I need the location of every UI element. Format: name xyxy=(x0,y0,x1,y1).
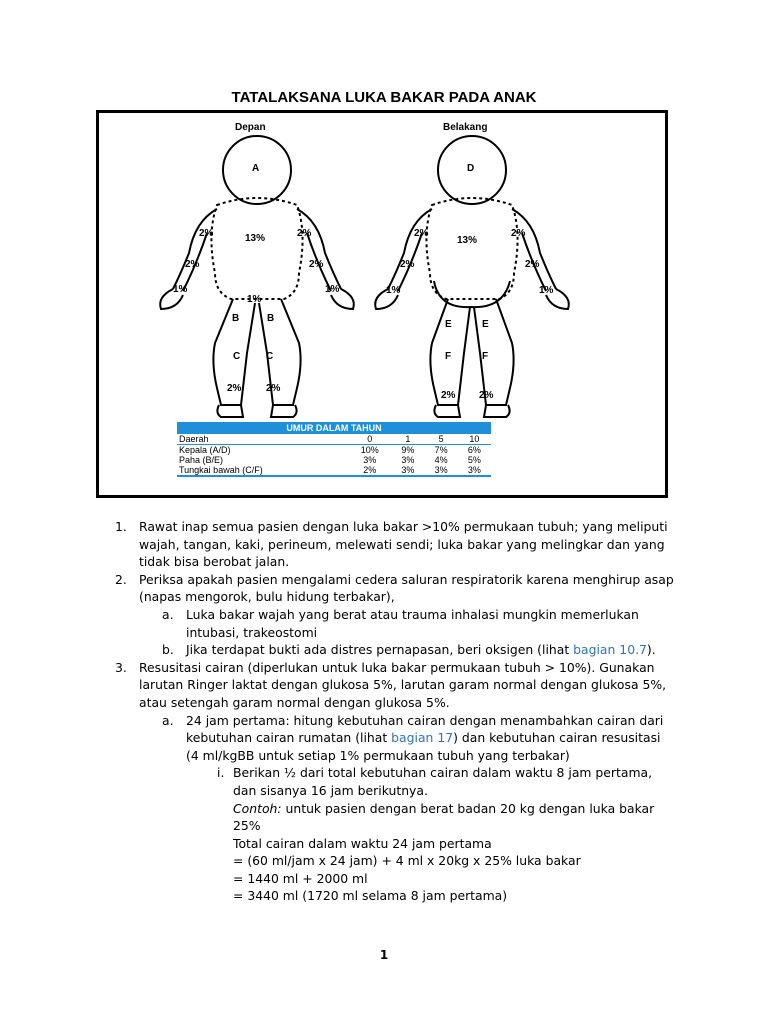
list-item xyxy=(115,712,675,765)
table-cell: 3% xyxy=(363,455,377,465)
list-marker: a. xyxy=(162,712,174,728)
list-marker: 3. xyxy=(115,659,127,675)
front-thigh-left-label: B xyxy=(232,313,240,324)
front-foot-left xyxy=(217,405,243,417)
front-thigh-right-label: B xyxy=(267,313,275,324)
front-foot-right-label: 2% xyxy=(266,383,281,394)
back-arm-right xyxy=(512,209,556,291)
table-cell: 10% xyxy=(360,445,379,455)
front-forearm-left-label: 2% xyxy=(185,259,200,270)
back-arm-left xyxy=(388,209,432,291)
table-header-cell: 10 xyxy=(458,434,491,445)
list-item xyxy=(115,606,675,641)
page-number: 1 xyxy=(379,948,389,962)
table-cell: 4% xyxy=(434,455,448,465)
front-hand-right-label: 1% xyxy=(325,284,340,295)
calc-line: Total cairan dalam waktu 24 jam pertama xyxy=(233,835,492,851)
list-item-text: 24 jam pertama: hitung kebutuhan cairan dengan menambahkan cairan dari kebutuhan cairan rumatan (lihat xyxy=(186,712,664,746)
front-arm-left-label: 2% xyxy=(199,228,214,239)
table-cell: Kepala (A/D) xyxy=(179,445,231,455)
back-trunk-label: 13% xyxy=(457,235,478,246)
table-cell: 3% xyxy=(401,455,415,465)
calc-line: = (60 ml/jam x 24 jam) + 4 ml x 20kg x 25% luka bakar xyxy=(233,853,581,869)
back-head-label: D xyxy=(467,163,475,174)
list-marker: 1. xyxy=(115,519,127,534)
list-item-text: Periksa apakah pasien mengalami cedera saluran respiratorik karena menghirup asap (napas mengorok, bulu hidung terbakar), xyxy=(139,571,674,605)
table-cell: 3% xyxy=(458,465,491,476)
table-cell: 6% xyxy=(467,445,481,455)
burn-chart-figure xyxy=(96,110,668,498)
example-line xyxy=(233,800,675,835)
list-item-text: Jika terdapat bukti ada distres pernapasan, beri oksigen (lihat xyxy=(186,642,574,658)
calc-line: = 3440 ml (1720 ml selama 8 jam pertama) xyxy=(233,888,508,904)
back-foot-right xyxy=(484,405,510,417)
front-foot-left-label: 2% xyxy=(227,383,242,394)
calc-line: = 1440 ml + 2000 ml xyxy=(233,870,368,886)
section-link[interactable]: bagian 10.7 xyxy=(573,642,647,658)
table-cell: 9% xyxy=(401,445,415,455)
age-percentage-table xyxy=(177,422,491,477)
table-row xyxy=(177,455,491,465)
front-arm-left xyxy=(173,209,217,291)
table-row xyxy=(177,465,491,476)
list-item xyxy=(115,641,675,659)
table-header-cell: 1 xyxy=(391,434,424,445)
list-item-text: Berikan ½ dari total kebutuhan cairan dalam waktu 8 jam pertama, dan sisanya 16 jam berikutnya. xyxy=(233,765,653,798)
list-item-text: Luka bakar wajah yang berat atau trauma inhalasi mungkin memerlukan intubasi, trakeostomi xyxy=(186,606,639,640)
front-leg-right-label: C xyxy=(266,351,274,362)
list-item xyxy=(115,518,675,571)
back-forearm-left-label: 2% xyxy=(400,259,415,270)
back-foot-left-label: 2% xyxy=(441,390,456,401)
back-foot-left xyxy=(434,405,460,417)
back-torso xyxy=(426,198,517,299)
table-cell: 2% xyxy=(348,465,391,476)
front-head-label: A xyxy=(252,163,260,174)
list-item xyxy=(115,659,675,712)
list-marker: a. xyxy=(162,606,174,622)
table-cell: 3% xyxy=(425,465,458,476)
back-forearm-right-label: 2% xyxy=(525,259,540,270)
front-leg-left-label: C xyxy=(233,351,241,362)
front-foot-right xyxy=(271,405,297,417)
table-header-cell: 0 xyxy=(348,434,391,445)
table-header-cell: 5 xyxy=(425,434,458,445)
back-hand-right-label: 1% xyxy=(539,285,554,296)
front-view-label: Depan xyxy=(235,122,266,133)
back-leg-right-label: F xyxy=(482,351,489,362)
front-torso xyxy=(211,198,302,299)
section-link[interactable]: bagian 17 xyxy=(391,730,454,746)
list-item-text: ). xyxy=(646,642,656,658)
back-leg-left-label: F xyxy=(445,351,452,362)
list-marker: b. xyxy=(162,642,174,658)
back-buttocks xyxy=(434,281,510,307)
instructions-list xyxy=(115,518,675,905)
list-item-text: ) dan kebutuhan cairan resusitasi (4 ml/kgBB untuk setiap 1% permukaan tubuh yang terbakar) xyxy=(186,730,661,763)
table-header-cell: Daerah xyxy=(177,434,348,445)
back-hand-left-label: 1% xyxy=(386,285,401,296)
back-arm-left-label: 2% xyxy=(414,228,429,239)
back-thigh-right-label: E xyxy=(482,319,489,330)
table-cell: Tungkai bawah (C/F) xyxy=(177,465,348,476)
table-cell: 3% xyxy=(391,465,424,476)
list-marker: 2. xyxy=(115,571,127,587)
table-cell: 5% xyxy=(467,455,481,465)
front-arm-right-label: 2% xyxy=(297,228,312,239)
back-thigh-left-label: E xyxy=(445,319,452,330)
front-genital-label: 1% xyxy=(247,294,262,305)
back-foot-right-label: 2% xyxy=(479,390,494,401)
list-marker: i. xyxy=(217,765,225,781)
example-text: untuk pasien dengan berat badan 20 kg dengan luka bakar 25% xyxy=(233,800,655,834)
front-forearm-right-label: 2% xyxy=(309,259,324,270)
table-cell: 7% xyxy=(434,445,448,455)
table-header-row xyxy=(177,434,491,445)
table-band-header: UMUR DALAM TAHUN xyxy=(177,422,491,434)
table-cell: Paha (B/E) xyxy=(179,455,224,465)
back-arm-right-label: 2% xyxy=(511,228,526,239)
front-trunk-label: 13% xyxy=(245,233,266,244)
back-view-label: Belakang xyxy=(443,122,488,133)
list-item xyxy=(115,764,675,905)
page-title: TATALAKSANA LUKA BAKAR PADA ANAK xyxy=(231,89,537,106)
table-row xyxy=(177,445,491,456)
front-arm-right xyxy=(297,209,341,291)
list-item-text: Rawat inap semua pasien dengan luka bakar >10% permukaan tubuh; yang meliputi wajah, tangan, kaki, perineum, melewati sendi; luka bakar yang melingkar dan yang tidak bisa berobat jalan. xyxy=(139,519,668,570)
example-label: Contoh: xyxy=(233,800,282,816)
list-item-text: Resusitasi cairan (diperlukan untuk luka bakar permukaan tubuh > 10%). Gunakan larutan Ringer laktat dengan glukosa 5%, larutan garam normal dengan glukosa 5%, atau setengah garam normal dengan glukosa 5%. xyxy=(139,659,667,710)
front-hand-left-label: 1% xyxy=(173,284,188,295)
list-item xyxy=(115,571,675,606)
